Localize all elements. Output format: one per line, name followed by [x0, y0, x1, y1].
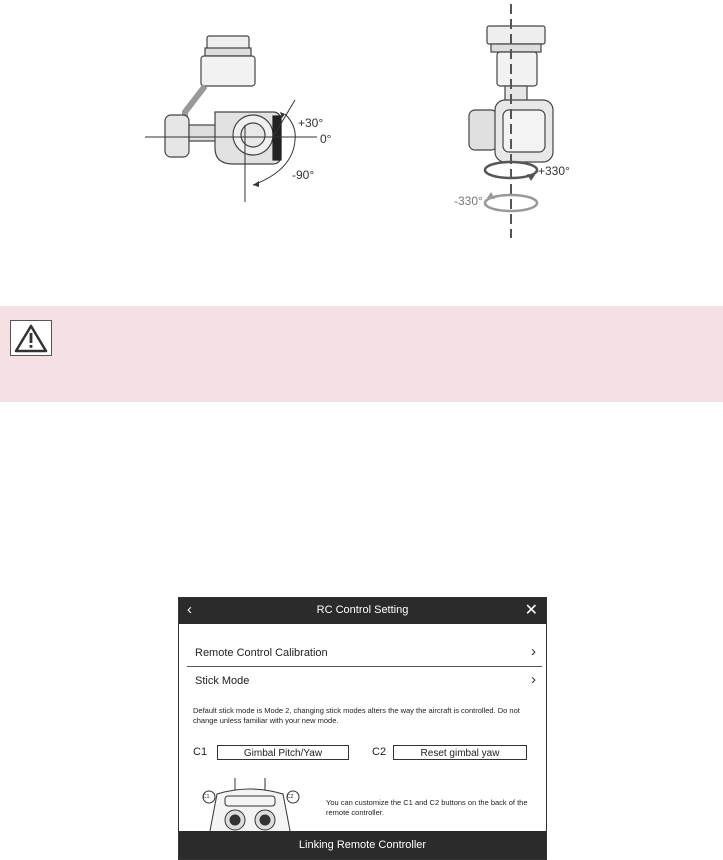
- remote-control-calibration-row[interactable]: [187, 640, 542, 667]
- rc-control-setting-screen: [178, 597, 547, 860]
- c1-select[interactable]: Gimbal Pitch/Yaw: [217, 745, 349, 760]
- chevron-left-icon[interactable]: ‹: [187, 601, 192, 618]
- c2-select[interactable]: Reset gimbal yaw: [393, 745, 527, 760]
- pitch-label-zero: 0°: [320, 132, 332, 146]
- remote-controller-illustration: [195, 776, 305, 836]
- controller-marker-c1: C1: [203, 794, 210, 800]
- chevron-right-icon: ›: [531, 671, 536, 688]
- yaw-label-positive: +330°: [538, 164, 570, 178]
- close-icon[interactable]: ✕: [524, 602, 538, 619]
- rc-header: [179, 598, 546, 624]
- customize-buttons-hint: You can customize the C1 and C2 buttons on the back of the remote controller.: [326, 798, 528, 817]
- pitch-label-down: -90°: [292, 168, 315, 182]
- pitch-label-up: +30°: [298, 116, 324, 130]
- rc-title: RC Control Setting: [316, 604, 409, 616]
- linking-remote-controller-button[interactable]: Linking Remote Controller: [179, 831, 546, 859]
- stick-mode-label: Stick Mode: [195, 675, 250, 687]
- controller-marker-c2: C2: [287, 794, 294, 800]
- stick-mode-description: Default stick mode is Mode 2, changing stick modes alters the way the aircraft is controlled. Do not change unless familiar with your new mode.: [193, 706, 520, 725]
- remote-control-calibration-label: Remote Control Calibration: [195, 647, 328, 659]
- warning-band: [0, 306, 723, 402]
- c2-label: C2: [372, 746, 387, 758]
- warning-triangle-icon: [10, 320, 52, 356]
- c1-label: C1: [193, 746, 208, 758]
- yaw-label-negative: -330°: [454, 194, 483, 208]
- chevron-right-icon: ›: [531, 643, 536, 660]
- stick-mode-row[interactable]: [187, 668, 542, 694]
